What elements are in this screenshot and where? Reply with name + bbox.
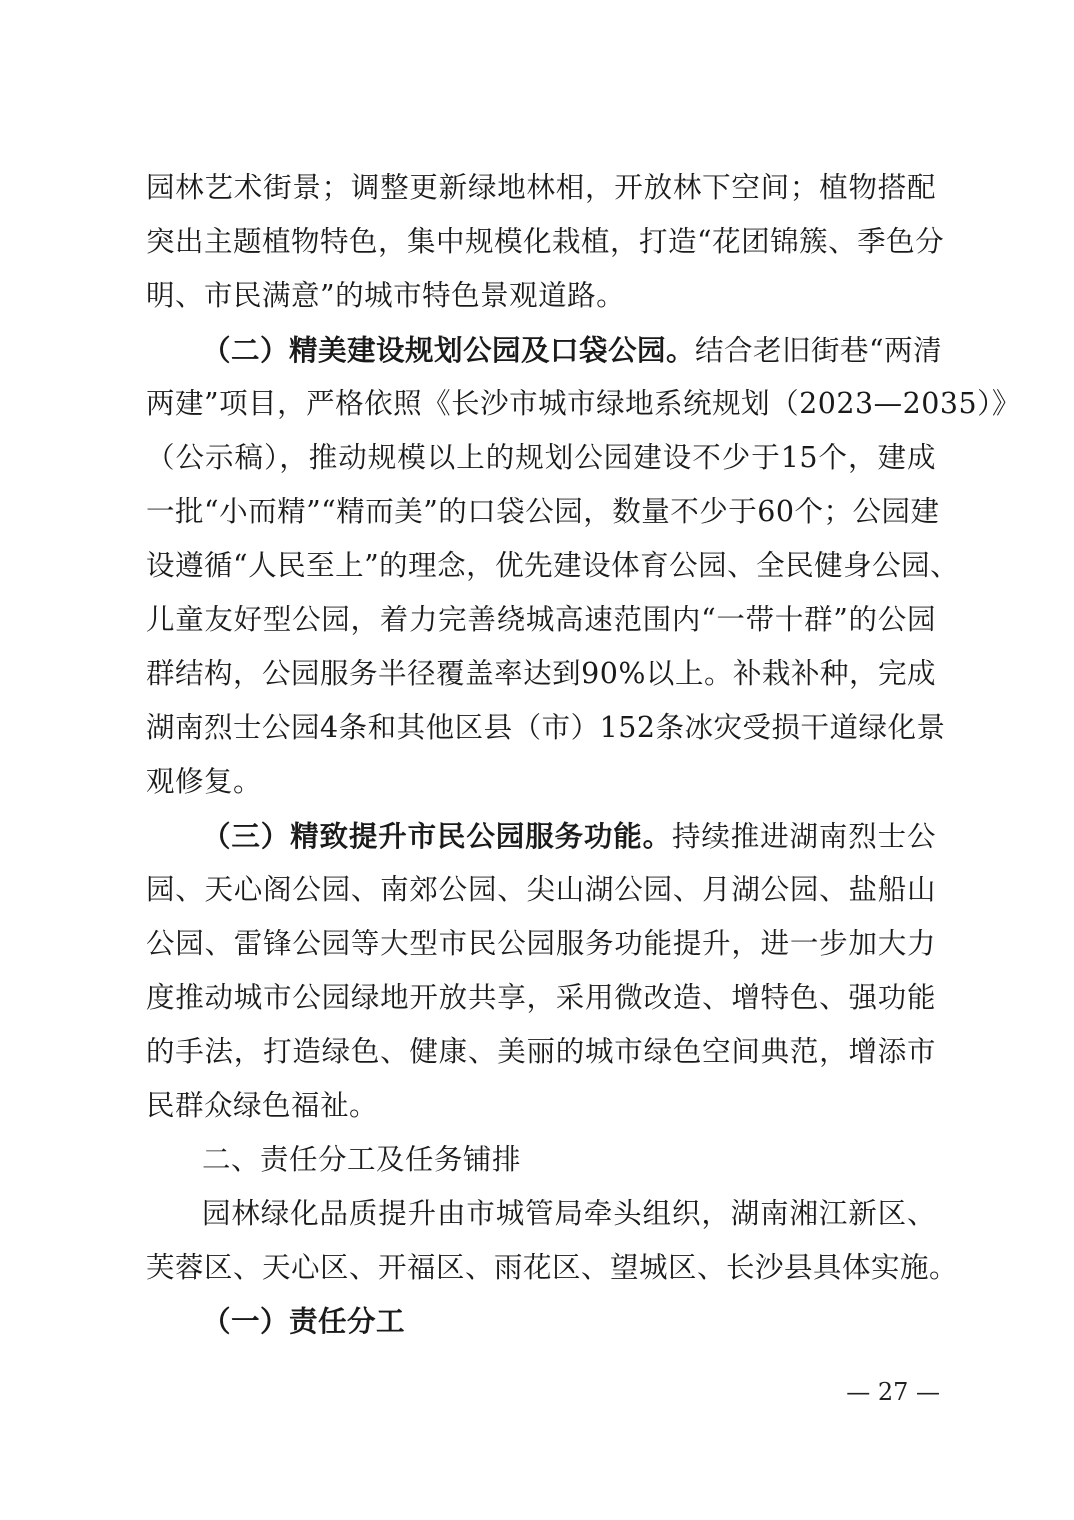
paragraph-2-line-6: 儿童友好型公园，着力完善绕城高速范围内“一带十群”的公园	[146, 603, 936, 636]
paragraph-3-line-5: 的手法，打造绿色、健康、美丽的城市绿色空间典范，增添市	[146, 1035, 936, 1068]
paragraph-3-line-4: 度推动城市公园绿地开放共享，采用微改造、增特色、强功能	[146, 981, 936, 1014]
paragraph-4-line-1: 园林绿化品质提升由市城管局牵头组织，湖南湘江新区、	[202, 1197, 936, 1230]
paragraph-1-line-3: 明、市民满意”的城市特色景观道路。	[146, 279, 626, 312]
paragraph-1-line-1: 园林艺术街景；调整更新绿地林相，开放林下空间；植物搭配	[146, 171, 936, 204]
paragraph-2-line-7: 群结构，公园服务半径覆盖率达到90%以上。补栽补种，完成	[146, 657, 936, 690]
paragraph-2-title: （二）精美建设规划公园及口袋公园。	[202, 333, 696, 367]
paragraph-2-line-3: （公示稿），推动规模以上的规划公园建设不少于15个，建成	[146, 441, 936, 474]
paragraph-3-line-3: 公园、雷锋公园等大型市民公园服务功能提升，进一步加大力	[146, 927, 936, 960]
paragraph-2-line-1-rest: 结合老旧街巷“两清	[695, 334, 943, 367]
paragraph-2-line-2: 两建”项目，严格依照《长沙市城市绿地系统规划（2023—2035）》	[146, 387, 1021, 420]
paragraph-3-line-1	[202, 816, 936, 856]
paragraph-2-line-8: 湖南烈士公园4条和其他区县（市）152条冰灾受损干道绿化景	[146, 711, 946, 744]
paragraph-3-line-2: 园、天心阁公园、南郊公园、尖山湖公园、月湖公园、盐船山	[146, 873, 936, 906]
paragraph-3-title: （三）精致提升市民公园服务功能。	[202, 819, 672, 853]
paragraph-2-line-5: 设遵循“人民至上”的理念，优先建设体育公园、全民健身公园、	[146, 549, 960, 582]
paragraph-1-line-2: 突出主题植物特色，集中规模化栽植，打造“花团锦簇、季色分	[146, 225, 945, 258]
paragraph-4-line-2: 芙蓉区、天心区、开福区、雨花区、望城区、长沙县具体实施。	[146, 1251, 959, 1284]
paragraph-3-line-1-rest: 持续推进湖南烈士公	[671, 820, 936, 853]
paragraph-2-line-1	[202, 330, 943, 370]
paragraph-3-line-6: 民群众绿色福祉。	[146, 1089, 379, 1122]
section-heading: 二、责任分工及任务铺排	[202, 1143, 522, 1176]
page-number: — 27 —	[846, 1378, 940, 1406]
paragraph-2-line-9: 观修复。	[146, 765, 263, 798]
subsection-heading: （一）责任分工	[202, 1305, 406, 1338]
paragraph-2-line-4: 一批“小而精”“精而美”的口袋公园，数量不少于60个；公园建	[146, 495, 940, 528]
